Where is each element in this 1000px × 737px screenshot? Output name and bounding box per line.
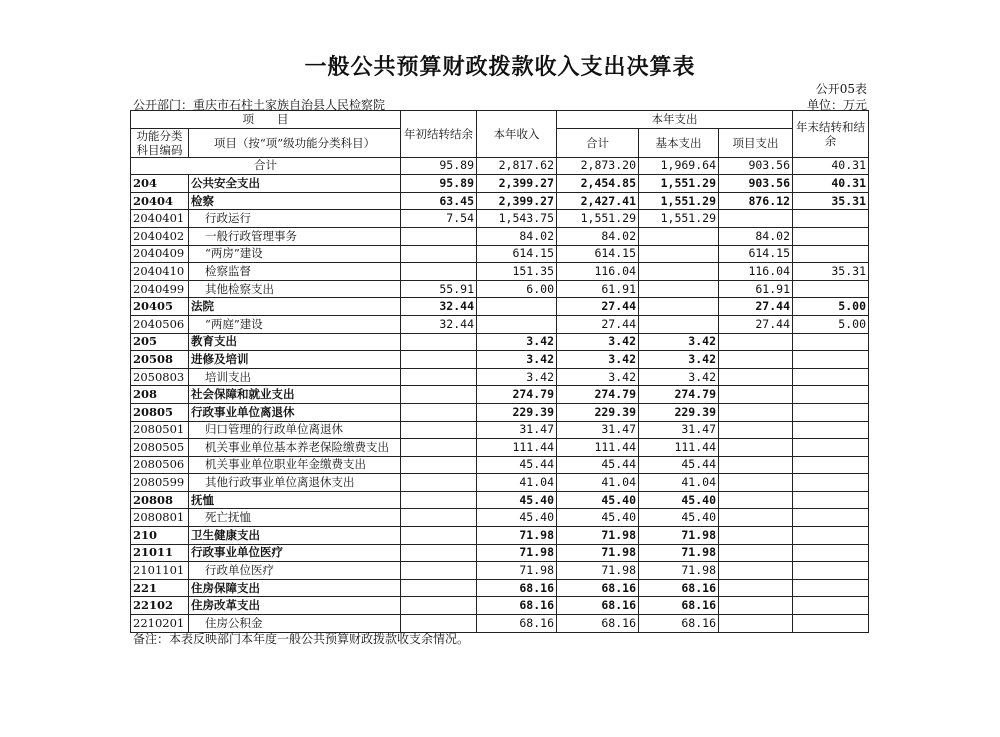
cell-closing: 35.31 — [793, 192, 869, 210]
cell-closing — [793, 403, 869, 421]
table-row — [131, 527, 869, 545]
cell-basic: 45.40 — [639, 491, 719, 509]
cell-total: 274.79 — [557, 386, 639, 404]
cell-opening — [401, 544, 477, 562]
cell-opening — [401, 597, 477, 615]
cell-project — [719, 421, 793, 439]
cell-closing — [793, 615, 869, 633]
cell-opening: 95.89 — [401, 175, 477, 193]
cell-closing — [793, 210, 869, 228]
cell-name: 机关事业单位职业年金缴费支出 — [189, 456, 401, 474]
cell-project — [719, 439, 793, 457]
table-row — [131, 562, 869, 580]
cell-total: 31.47 — [557, 421, 639, 439]
cell-total: 1,551.29 — [557, 210, 639, 228]
cell-total: 614.15 — [557, 245, 639, 263]
cell-code: 20805 — [131, 403, 189, 421]
cell-basic: 41.04 — [639, 474, 719, 492]
cell-opening — [401, 439, 477, 457]
cell-total: 111.44 — [557, 439, 639, 457]
table-row — [131, 351, 869, 369]
cell-project — [719, 210, 793, 228]
cell-basic: 229.39 — [639, 403, 719, 421]
unit-label: 单位：万元 — [806, 98, 867, 112]
header-item: 项 目 — [131, 111, 401, 129]
table-row — [131, 368, 869, 386]
budget-table — [130, 110, 869, 633]
cell-opening — [401, 368, 477, 386]
cell-project — [719, 456, 793, 474]
cell-project: 116.04 — [719, 263, 793, 281]
cell-opening — [401, 579, 477, 597]
cell-opening: 63.45 — [401, 192, 477, 210]
cell-name: 抚恤 — [189, 491, 401, 509]
cell-basic: 45.44 — [639, 456, 719, 474]
table-row — [131, 333, 869, 351]
cell-code: 2080501 — [131, 421, 189, 439]
cell-project: 903.56 — [719, 175, 793, 193]
cell-total: 45.40 — [557, 491, 639, 509]
cell-name: 机关事业单位基本养老保险缴费支出 — [189, 439, 401, 457]
table-row — [131, 579, 869, 597]
cell-total: 68.16 — [557, 615, 639, 633]
cell-opening — [401, 333, 477, 351]
cell-name: 行政事业单位医疗 — [189, 544, 401, 562]
cell-code: 208 — [131, 386, 189, 404]
cell-closing — [793, 421, 869, 439]
cell-opening — [401, 527, 477, 545]
cell-project: 614.15 — [719, 245, 793, 263]
cell-name: “两房”建设 — [189, 245, 401, 263]
cell-name: 其他检察支出 — [189, 280, 401, 298]
cell-name: 行政单位医疗 — [189, 562, 401, 580]
total-income: 2,817.62 — [477, 157, 557, 175]
table-row — [131, 298, 869, 316]
cell-closing: 5.00 — [793, 298, 869, 316]
cell-closing — [793, 562, 869, 580]
cell-name: 教育支出 — [189, 333, 401, 351]
cell-total: 68.16 — [557, 597, 639, 615]
cell-closing — [793, 527, 869, 545]
cell-income: 111.44 — [477, 439, 557, 457]
cell-total: 45.40 — [557, 509, 639, 527]
cell-income: 68.16 — [477, 615, 557, 633]
cell-basic: 1,551.29 — [639, 192, 719, 210]
cell-opening: 32.44 — [401, 298, 477, 316]
cell-income: 2,399.27 — [477, 175, 557, 193]
cell-code: 2210201 — [131, 615, 189, 633]
cell-basic: 68.16 — [639, 579, 719, 597]
table-row — [131, 509, 869, 527]
table-row — [131, 192, 869, 210]
header-basic: 基本支出 — [639, 128, 719, 157]
table-row — [131, 315, 869, 333]
cell-opening: 7.54 — [401, 210, 477, 228]
cell-basic: 68.16 — [639, 597, 719, 615]
cell-opening — [401, 403, 477, 421]
cell-income: 6.00 — [477, 280, 557, 298]
cell-project — [719, 527, 793, 545]
cell-code: 2040402 — [131, 227, 189, 245]
cell-closing: 5.00 — [793, 315, 869, 333]
cell-total: 2,427.41 — [557, 192, 639, 210]
cell-basic — [639, 315, 719, 333]
cell-income: 31.47 — [477, 421, 557, 439]
header-total: 合计 — [557, 128, 639, 157]
cell-total: 27.44 — [557, 315, 639, 333]
cell-project — [719, 509, 793, 527]
form-number: 公开05表 — [815, 82, 867, 96]
cell-income: 68.16 — [477, 579, 557, 597]
table-row — [131, 421, 869, 439]
cell-project — [719, 403, 793, 421]
cell-income: 71.98 — [477, 562, 557, 580]
department-label: 公开部门：重庆市石柱土家族自治县人民检察院 — [133, 98, 386, 112]
cell-total: 61.91 — [557, 280, 639, 298]
cell-basic: 3.42 — [639, 333, 719, 351]
cell-code: 204 — [131, 175, 189, 193]
cell-code: 2050803 — [131, 368, 189, 386]
cell-total: 27.44 — [557, 298, 639, 316]
cell-name: 公共安全支出 — [189, 175, 401, 193]
cell-total: 116.04 — [557, 263, 639, 281]
cell-project — [719, 579, 793, 597]
cell-code: 2040410 — [131, 263, 189, 281]
cell-code: 2080506 — [131, 456, 189, 474]
cell-income: 274.79 — [477, 386, 557, 404]
cell-income: 84.02 — [477, 227, 557, 245]
header-func-code: 功能分类科目编码 — [131, 128, 189, 157]
cell-opening — [401, 351, 477, 369]
table-row — [131, 456, 869, 474]
cell-closing — [793, 227, 869, 245]
cell-closing — [793, 509, 869, 527]
cell-basic: 111.44 — [639, 439, 719, 457]
total-project: 903.56 — [719, 157, 793, 175]
table-row — [131, 403, 869, 421]
cell-basic — [639, 263, 719, 281]
cell-name: 住房改革支出 — [189, 597, 401, 615]
cell-code: 2080505 — [131, 439, 189, 457]
cell-closing: 35.31 — [793, 263, 869, 281]
header-income: 本年收入 — [477, 111, 557, 158]
cell-income: 1,543.75 — [477, 210, 557, 228]
cell-project — [719, 562, 793, 580]
cell-project: 84.02 — [719, 227, 793, 245]
cell-total: 229.39 — [557, 403, 639, 421]
cell-basic: 71.98 — [639, 562, 719, 580]
cell-income: 71.98 — [477, 527, 557, 545]
table-row — [131, 263, 869, 281]
table-row — [131, 491, 869, 509]
cell-basic: 3.42 — [639, 368, 719, 386]
cell-total: 71.98 — [557, 544, 639, 562]
cell-income — [477, 298, 557, 316]
cell-code: 205 — [131, 333, 189, 351]
cell-code: 20508 — [131, 351, 189, 369]
cell-total: 84.02 — [557, 227, 639, 245]
cell-closing — [793, 280, 869, 298]
cell-basic — [639, 298, 719, 316]
cell-opening — [401, 245, 477, 263]
table-row — [131, 245, 869, 263]
cell-name: 社会保障和就业支出 — [189, 386, 401, 404]
cell-opening — [401, 421, 477, 439]
cell-income: 3.42 — [477, 351, 557, 369]
cell-opening — [401, 227, 477, 245]
cell-code: 2040401 — [131, 210, 189, 228]
table-row — [131, 597, 869, 615]
header-opening-balance: 年初结转结余 — [401, 111, 477, 158]
total-expense: 2,873.20 — [557, 157, 639, 175]
cell-code: 221 — [131, 579, 189, 597]
header-project: 项目支出 — [719, 128, 793, 157]
cell-code: 20405 — [131, 298, 189, 316]
cell-name: 一般行政管理事务 — [189, 227, 401, 245]
cell-code: 20808 — [131, 491, 189, 509]
cell-income: 229.39 — [477, 403, 557, 421]
cell-income: 45.40 — [477, 509, 557, 527]
table-row — [131, 175, 869, 193]
cell-opening — [401, 474, 477, 492]
cell-code: 2101101 — [131, 562, 189, 580]
cell-opening — [401, 456, 477, 474]
cell-closing — [793, 579, 869, 597]
cell-closing — [793, 333, 869, 351]
cell-code: 20404 — [131, 192, 189, 210]
cell-project — [719, 615, 793, 633]
cell-name: 归口管理的行政单位离退休 — [189, 421, 401, 439]
total-row — [131, 157, 869, 175]
cell-closing — [793, 368, 869, 386]
cell-total: 45.44 — [557, 456, 639, 474]
report-title: 一般公共预算财政拨款收入支出决算表 — [304, 54, 696, 80]
cell-total: 71.98 — [557, 527, 639, 545]
table-row — [131, 227, 869, 245]
cell-project — [719, 333, 793, 351]
cell-income: 41.04 — [477, 474, 557, 492]
cell-name: 进修及培训 — [189, 351, 401, 369]
cell-basic: 1,551.29 — [639, 175, 719, 193]
cell-basic: 3.42 — [639, 351, 719, 369]
cell-code: 21011 — [131, 544, 189, 562]
table-row — [131, 474, 869, 492]
cell-code: 2040499 — [131, 280, 189, 298]
table-row — [131, 386, 869, 404]
cell-income: 614.15 — [477, 245, 557, 263]
cell-total: 68.16 — [557, 579, 639, 597]
cell-total: 3.42 — [557, 351, 639, 369]
cell-name: 住房保障支出 — [189, 579, 401, 597]
cell-income: 3.42 — [477, 333, 557, 351]
cell-income: 45.44 — [477, 456, 557, 474]
cell-basic — [639, 280, 719, 298]
cell-opening: 32.44 — [401, 315, 477, 333]
cell-name: 其他行政事业单位离退休支出 — [189, 474, 401, 492]
header-item-name: 项目（按“项”级功能分类科目） — [189, 128, 401, 157]
total-label: 合计 — [131, 157, 401, 175]
cell-opening — [401, 491, 477, 509]
cell-total: 2,454.85 — [557, 175, 639, 193]
cell-basic: 274.79 — [639, 386, 719, 404]
cell-project: 876.12 — [719, 192, 793, 210]
cell-closing — [793, 474, 869, 492]
cell-project — [719, 351, 793, 369]
cell-name: 检察监督 — [189, 263, 401, 281]
cell-basic: 31.47 — [639, 421, 719, 439]
cell-opening — [401, 509, 477, 527]
cell-closing — [793, 544, 869, 562]
table-row — [131, 439, 869, 457]
cell-project: 27.44 — [719, 298, 793, 316]
total-closing: 40.31 — [793, 157, 869, 175]
header-closing-balance: 年末结转和结余 — [793, 111, 869, 158]
cell-name: 卫生健康支出 — [189, 527, 401, 545]
cell-total: 3.42 — [557, 368, 639, 386]
total-basic: 1,969.64 — [639, 157, 719, 175]
cell-basic: 45.40 — [639, 509, 719, 527]
cell-closing — [793, 597, 869, 615]
cell-project — [719, 368, 793, 386]
cell-project: 27.44 — [719, 315, 793, 333]
cell-project — [719, 544, 793, 562]
cell-income — [477, 315, 557, 333]
table-row — [131, 544, 869, 562]
cell-income: 3.42 — [477, 368, 557, 386]
cell-opening: 55.91 — [401, 280, 477, 298]
cell-name: 法院 — [189, 298, 401, 316]
footnote: 备注：本表反映部门本年度一般公共预算财政拨款收支余情况。 — [133, 632, 470, 646]
cell-opening — [401, 263, 477, 281]
cell-basic: 71.98 — [639, 544, 719, 562]
cell-income: 2,399.27 — [477, 192, 557, 210]
cell-income: 68.16 — [477, 597, 557, 615]
table-row — [131, 210, 869, 228]
cell-opening — [401, 386, 477, 404]
cell-code: 2040409 — [131, 245, 189, 263]
cell-project — [719, 386, 793, 404]
cell-income: 151.35 — [477, 263, 557, 281]
cell-project — [719, 491, 793, 509]
cell-code: 2080599 — [131, 474, 189, 492]
cell-income: 71.98 — [477, 544, 557, 562]
cell-closing — [793, 386, 869, 404]
cell-income: 45.40 — [477, 491, 557, 509]
cell-code: 22102 — [131, 597, 189, 615]
cell-name: 检察 — [189, 192, 401, 210]
cell-basic — [639, 245, 719, 263]
cell-name: 死亡抚恤 — [189, 509, 401, 527]
cell-basic: 1,551.29 — [639, 210, 719, 228]
cell-closing — [793, 245, 869, 263]
cell-opening — [401, 562, 477, 580]
cell-total: 71.98 — [557, 562, 639, 580]
cell-name: 行政运行 — [189, 210, 401, 228]
cell-closing — [793, 456, 869, 474]
cell-closing — [793, 491, 869, 509]
table-row — [131, 280, 869, 298]
cell-total: 41.04 — [557, 474, 639, 492]
cell-closing — [793, 351, 869, 369]
header-expense-group: 本年支出 — [557, 111, 793, 129]
cell-code: 2080801 — [131, 509, 189, 527]
cell-project — [719, 474, 793, 492]
cell-code: 2040506 — [131, 315, 189, 333]
cell-closing — [793, 439, 869, 457]
cell-basic: 68.16 — [639, 615, 719, 633]
cell-name: “两庭”建设 — [189, 315, 401, 333]
cell-closing: 40.31 — [793, 175, 869, 193]
cell-project: 61.91 — [719, 280, 793, 298]
cell-project — [719, 597, 793, 615]
cell-basic: 71.98 — [639, 527, 719, 545]
cell-name: 培训支出 — [189, 368, 401, 386]
total-opening: 95.89 — [401, 157, 477, 175]
cell-name: 行政事业单位离退休 — [189, 403, 401, 421]
cell-total: 3.42 — [557, 333, 639, 351]
cell-basic — [639, 227, 719, 245]
cell-code: 210 — [131, 527, 189, 545]
cell-name: 住房公积金 — [189, 615, 401, 633]
